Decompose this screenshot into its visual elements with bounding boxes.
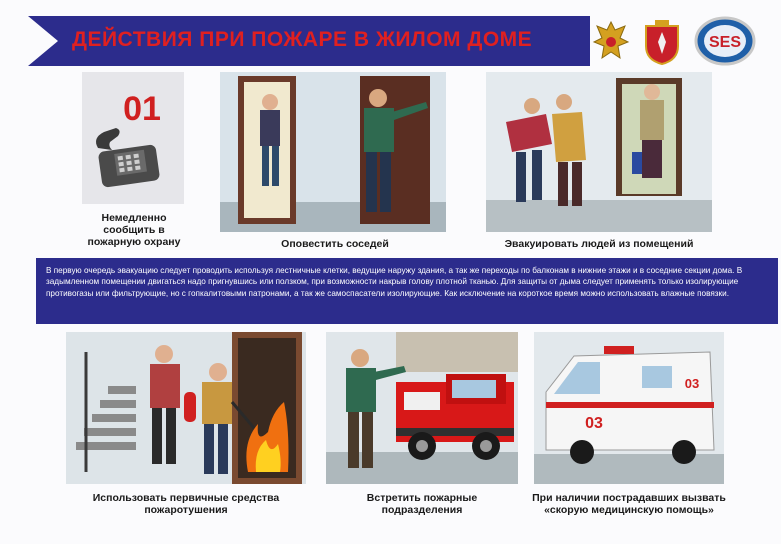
ambulance-illustration (534, 332, 724, 484)
page-title: ДЕЙСТВИЯ ПРИ ПОЖАРЕ В ЖИЛОМ ДОМЕ (72, 28, 533, 51)
caption-use-extinguishers: Использовать первичные средства пожаротушения (92, 492, 280, 516)
regional-coat-of-arms (640, 18, 684, 66)
panel-evacuate-people (486, 72, 712, 232)
evacuation-info-text: В первую очередь эвакуацию следует проводить используя лестничные клетки, ведущие наружу здания, а так же переходы по балконам в нижние этажи и в соседние секции дома. В задымленном помещении двигаться надо пригнувшись или ползком, при возможности накрыв голову плотной тканью. Для защиты от дыма следует применять только изолирующие противогазы или фильтрующие, но с гопкалитовыми патронами, а так же самоспасатели изолирующие. Как исключение на короткое время можно использовать влажные повязки. (46, 266, 743, 298)
evacuation-illustration (486, 72, 712, 232)
fire-truck-illustration (326, 332, 518, 484)
panel-warn-neighbors (220, 72, 446, 232)
mchs-eagle-emblem (592, 18, 630, 64)
ambulance-number-front: 03 (585, 415, 603, 432)
caption-evacuate-people: Эвакуировать людей из помещений (504, 238, 694, 250)
panel-call-ambulance (534, 332, 724, 484)
caption-call-fire-service: Немедленно сообщить в пожарную охрану (87, 212, 181, 248)
ses-logo-text: SES (708, 34, 742, 51)
caption-meet-fire-brigade: Встретить пожарные подразделения (366, 492, 478, 516)
panel-use-extinguishers (66, 332, 306, 484)
telephone-illustration (82, 72, 184, 204)
emergency-number: 01 (123, 90, 161, 128)
evacuation-info-bar (36, 258, 778, 324)
caption-warn-neighbors: Оповестить соседей (281, 238, 389, 250)
panel-call-fire-service (82, 72, 184, 204)
title-banner (28, 16, 590, 66)
caption-call-ambulance: При наличии пострадавших вызвать «скорую медицинскую помощь» (532, 492, 726, 516)
panel-meet-fire-brigade (326, 332, 518, 484)
extinguisher-illustration (66, 332, 306, 484)
neighbors-illustration (220, 72, 446, 232)
ses-logo (694, 16, 756, 66)
ambulance-number-side: 03 (684, 376, 700, 391)
